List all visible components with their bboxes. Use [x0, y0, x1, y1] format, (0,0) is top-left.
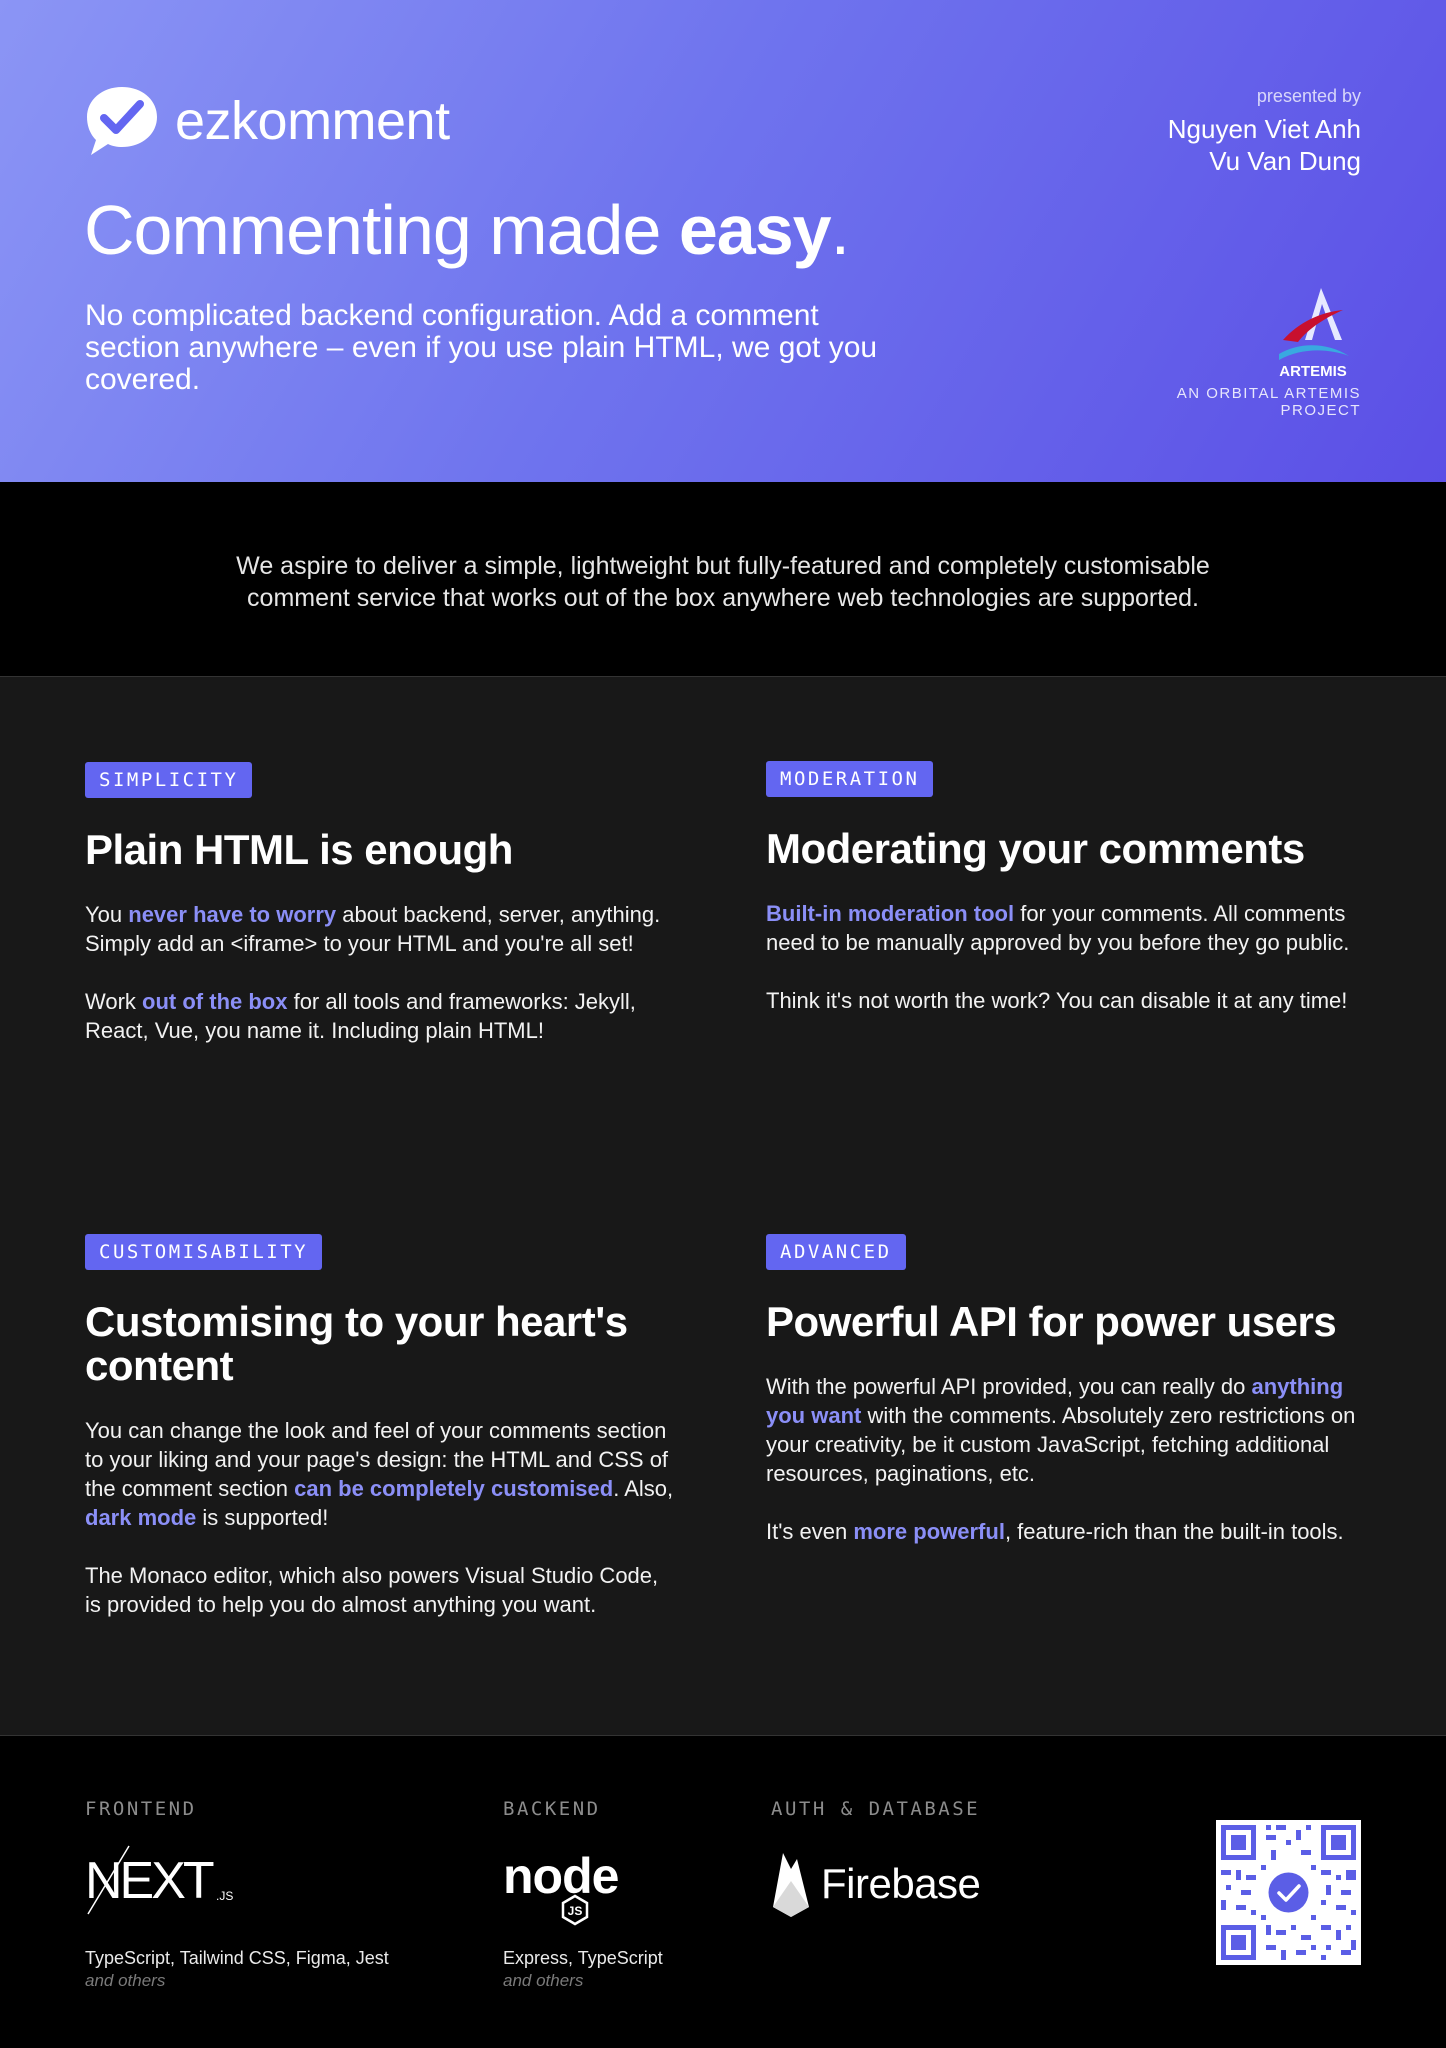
feature-title: Powerful API for power users [766, 1298, 1337, 1345]
chat-check-icon [85, 84, 159, 158]
feature-paragraph: The Monaco editor, which also powers Visual Studio Code, is provided to help you do almost anything you want. [85, 1563, 659, 1617]
feature-advanced [766, 1234, 1356, 1546]
highlight: out of the box [142, 989, 288, 1014]
feature-title: Plain HTML is enough [85, 826, 513, 873]
feature-paragraph: Work out of the box for all tools and frameworks: Jekyll, React, Vue, you name it. Including plain HTML! [85, 989, 636, 1043]
svg-text:ARTEMIS: ARTEMIS [1279, 363, 1347, 378]
mission-section [0, 482, 1446, 677]
highlight: Built-in moderation tool [766, 901, 1015, 926]
stack-auth-database [771, 1798, 980, 1930]
svg-text:.JS: .JS [216, 1889, 234, 1903]
stack-label: BACKEND [503, 1798, 601, 1820]
hero-section [0, 0, 1446, 482]
stack-description: TypeScript, Tailwind CSS, Figma, Jest [85, 1948, 389, 1968]
presenters [1168, 86, 1361, 177]
features-section [0, 677, 1446, 1736]
stack-others: and others [85, 1971, 166, 1990]
stack-frontend [85, 1798, 389, 1991]
brand-name: ezkomment [175, 91, 450, 151]
headline-emphasis: easy [678, 191, 831, 269]
feature-paragraph: Built-in moderation tool for your comments. All comments need to be manually approved by you before they go public. [766, 901, 1350, 955]
artemis-badge [1101, 282, 1361, 419]
highlight: anything you want [766, 1374, 1344, 1428]
stack-others: and others [503, 1971, 584, 1990]
feature-tag: SIMPLICITY [85, 762, 252, 798]
highlight: can be completely customised [294, 1476, 614, 1501]
headline: Commenting made easy. [84, 191, 850, 269]
feature-tag: CUSTOMISABILITY [85, 1234, 322, 1270]
svg-text:NEXT: NEXT [85, 1852, 212, 1910]
feature-paragraph: You can change the look and feel of your comments section to your liking and your page's design: the HTML and CSS of the comment section can be completely customised. Also, dark mode is supported! [85, 1418, 674, 1530]
highlight: dark mode [85, 1505, 197, 1530]
feature-paragraph: You never have to worry about backend, server, anything. Simply add an <iframe> to your HTML and you're all set! [85, 902, 661, 956]
hero-description: No complicated backend configuration. Add a comment section anywhere – even if you use plain HTML, we got you covered. [85, 299, 878, 396]
feature-tag: MODERATION [766, 761, 933, 797]
brand[interactable] [85, 84, 450, 158]
nextjs-logo-icon [85, 1838, 389, 1930]
feature-customisability [85, 1234, 675, 1619]
svg-text:node: node [503, 1848, 619, 1904]
stack-label: AUTH & DATABASE [771, 1798, 981, 1820]
feature-paragraph: It's even more powerful, feature-rich than the built-in tools. [766, 1519, 1344, 1544]
stack-label: FRONTEND [85, 1798, 197, 1820]
author-name: Nguyen Viet Anh [1167, 114, 1361, 144]
feature-simplicity [85, 762, 675, 1045]
qr-code-icon [1216, 1820, 1361, 1965]
presented-label: presented by [1256, 86, 1361, 106]
firebase-flame-icon [771, 1851, 811, 1917]
mission-statement: We aspire to deliver a simple, lightweight but fully-featured and completely customisable comment service that works out of the box anywhere web technologies are supported. [236, 552, 1210, 612]
svg-text:JS: JS [567, 1904, 583, 1918]
feature-title: Moderating your comments [766, 825, 1305, 872]
highlight: never have to worry [128, 902, 337, 927]
feature-paragraph: With the powerful API provided, you can really do anything you want with the comments. Absolutely zero restrictions on your creativity, be it custom JavaScript, fetching additional resources, paginations, etc. [766, 1374, 1356, 1486]
artemis-caption: AN ORBITAL ARTEMIS PROJECT [1176, 385, 1361, 419]
firebase-wordmark: Firebase [821, 1860, 981, 1907]
feature-title: Customising to your heart's content [85, 1298, 628, 1389]
nodejs-logo-icon [503, 1838, 663, 1930]
highlight: more powerful [853, 1519, 1005, 1544]
firebase-logo [771, 1838, 980, 1930]
feature-moderation [766, 761, 1356, 1015]
stack-description: Express, TypeScript [503, 1948, 663, 1968]
artemis-logo-icon [1265, 282, 1361, 378]
author-name: Vu Van Dung [1209, 146, 1361, 176]
stack-backend [503, 1798, 663, 1991]
feature-paragraph: Think it's not worth the work? You can disable it at any time! [766, 988, 1348, 1013]
qr-code[interactable] [1216, 1820, 1361, 1965]
feature-tag: ADVANCED [766, 1234, 906, 1270]
